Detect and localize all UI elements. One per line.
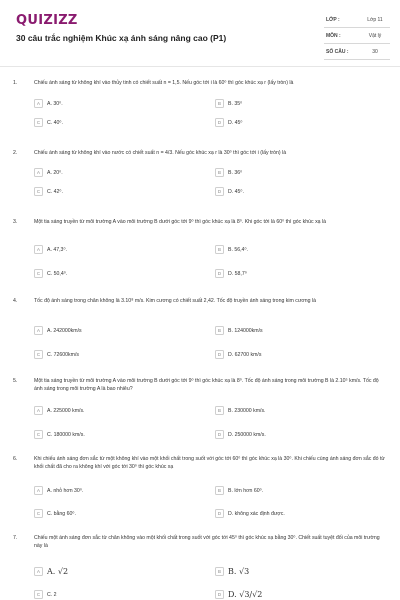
quizizz-logo: QUIZIZZ xyxy=(16,13,78,28)
option-badge: A xyxy=(34,406,43,415)
meta-table xyxy=(324,12,390,60)
option-c[interactable] xyxy=(34,186,63,197)
option-text: B. 124000km/s xyxy=(228,327,263,334)
option-a[interactable] xyxy=(34,167,63,178)
question-stem: Chiếu ánh sáng từ không khí vào thủy tinh có chiết suất n = 1,5. Nếu góc tới i là 60⁰ thì góc khúc xạ r (lấy tròn) là xyxy=(34,80,294,86)
meta-value: 30 xyxy=(372,48,378,55)
option-text: C. bằng 60⁰. xyxy=(47,510,76,517)
option-d[interactable] xyxy=(215,589,262,600)
option-c[interactable] xyxy=(34,117,63,128)
option-a[interactable] xyxy=(34,325,82,336)
option-b[interactable] xyxy=(215,485,263,496)
meta-row-subject xyxy=(324,28,390,44)
option-c[interactable] xyxy=(34,268,67,279)
option-text: D. không xác định được. xyxy=(228,510,285,517)
option-badge: C xyxy=(34,187,43,196)
option-text: A. nhỏ hơn 30⁰. xyxy=(47,487,84,494)
option-text: D. 45⁰ xyxy=(228,119,243,126)
option-badge: B xyxy=(215,406,224,415)
option-text: A. 225000 km/s. xyxy=(47,407,85,414)
option-text: B. 35⁰ xyxy=(228,100,243,107)
option-badge: C xyxy=(34,118,43,127)
option-badge: A xyxy=(34,168,43,177)
question-stem: Chiếu một ánh sáng đơn sắc từ chân không vào một khối chất trong suốt với góc tới 45⁰ thì góc khúc xạ bằng 30⁰. Chiết suất tuyệt đối của môi trường này là xyxy=(34,535,380,549)
option-text: B. 56,4⁰. xyxy=(228,246,248,253)
option-d[interactable] xyxy=(215,186,244,197)
option-d[interactable] xyxy=(215,349,261,360)
option-d[interactable] xyxy=(215,117,242,128)
option-badge: C xyxy=(34,590,43,599)
option-badge: A xyxy=(34,326,43,335)
option-text: A. √2 xyxy=(47,567,69,576)
option-d[interactable] xyxy=(215,508,285,519)
option-text: D. √3/√2 xyxy=(228,590,263,599)
option-text: C. 180000 km/s. xyxy=(47,431,85,438)
question-number: 1. xyxy=(13,80,18,86)
option-b[interactable] xyxy=(215,98,242,109)
option-badge: C xyxy=(34,509,43,518)
meta-key: MÔN : xyxy=(326,32,341,39)
option-text: A. 242000km/s xyxy=(47,327,82,334)
option-b[interactable] xyxy=(215,167,242,178)
option-badge: B xyxy=(215,99,224,108)
worksheet-header xyxy=(0,0,400,66)
option-a[interactable] xyxy=(34,98,63,109)
option-badge: D xyxy=(215,118,224,127)
question-number: 5. xyxy=(13,378,18,384)
option-text: C. 50,4⁰. xyxy=(47,270,68,277)
option-text: C. 2 xyxy=(47,591,57,598)
option-badge: B xyxy=(215,168,224,177)
option-b[interactable] xyxy=(215,325,263,336)
option-text: D. 58,7⁰ xyxy=(228,270,247,277)
option-a[interactable] xyxy=(34,566,68,577)
option-a[interactable] xyxy=(34,485,83,496)
question-number: 6. xyxy=(13,456,18,462)
option-badge: D xyxy=(215,509,224,518)
option-badge: D xyxy=(215,187,224,196)
option-b[interactable] xyxy=(215,405,266,416)
option-badge: D xyxy=(215,350,224,359)
option-badge: B xyxy=(215,486,224,495)
meta-key: SỐ CÂU : xyxy=(326,48,349,55)
meta-value: Vật lý xyxy=(368,32,382,39)
option-badge: D xyxy=(215,269,224,278)
option-text: C. 72600km/s xyxy=(47,351,80,358)
option-text: D. 45⁰. xyxy=(228,188,244,195)
option-badge: A xyxy=(34,567,43,576)
option-text: D. 250000 km/s. xyxy=(228,431,266,438)
option-text: B. lớn hơn 60⁰. xyxy=(228,487,264,494)
option-c[interactable] xyxy=(34,508,76,519)
question-stem: Một tia sáng truyền từ môi trường A vào môi trường B dưới góc tới 9⁰ thì góc khúc xạ là 8⁰. Khi góc tới là 60⁰ thì góc khúc xạ là xyxy=(34,219,327,225)
option-text: B. √3 xyxy=(228,567,250,576)
option-badge: B xyxy=(215,326,224,335)
option-c[interactable] xyxy=(34,429,85,440)
option-badge: C xyxy=(34,269,43,278)
question-stem: Khi chiếu ánh sáng đơn sắc từ một không khí vào một khối chất trong suốt với góc tới 60⁰ thì góc khúc xạ là 30⁰. Khi chiếu cùng ánh sáng đơn sắc đó từ khối chất đã cho ra không khí với góc tới 30⁰ thì góc khúc xạ xyxy=(34,456,385,470)
option-c[interactable] xyxy=(34,589,57,600)
option-badge: D xyxy=(215,590,224,599)
question-stem: Một tia sáng truyền từ môi trường A vào môi trường B dưới góc tới 9⁰ thì góc khúc xạ là 8⁰. Tốc độ ánh sáng trong môi trường B là 2.10⁵ km/s. Tốc độ ánh sáng trong môi trường A là bao nhiêu? xyxy=(34,378,379,392)
option-c[interactable] xyxy=(34,349,79,360)
question-number: 4. xyxy=(13,298,18,304)
meta-value: Lớp 11 xyxy=(367,16,383,23)
question-number: 3. xyxy=(13,219,18,225)
option-text: B. 36⁰ xyxy=(228,169,243,176)
header-divider xyxy=(0,66,400,67)
question-number: 7. xyxy=(13,535,18,541)
option-a[interactable] xyxy=(34,244,67,255)
option-a[interactable] xyxy=(34,405,85,416)
meta-key: LỚP : xyxy=(326,16,340,23)
option-text: D. 62700 km/s xyxy=(228,351,262,358)
option-text: C. 42⁰. xyxy=(47,188,63,195)
option-badge: B xyxy=(215,245,224,254)
meta-row-count xyxy=(324,44,390,60)
option-d[interactable] xyxy=(215,268,247,279)
option-text: B. 230000 km/s. xyxy=(228,407,266,414)
option-badge: A xyxy=(34,486,43,495)
option-badge: C xyxy=(34,350,43,359)
option-b[interactable] xyxy=(215,566,249,577)
worksheet-title: 30 câu trắc nghiệm Khúc xạ ánh sáng nâng cao (P1) xyxy=(16,33,227,43)
option-badge: D xyxy=(215,430,224,439)
option-b[interactable] xyxy=(215,244,248,255)
option-text: A. 30⁰. xyxy=(47,100,63,107)
meta-row-class xyxy=(324,12,390,28)
option-badge: A xyxy=(34,245,43,254)
question-stem: Chiếu ánh sáng từ không khí vào nước có chiết suất n = 4/3. Nếu góc khúc xạ r là 30⁰ thì góc tới i (lấy tròn) là xyxy=(34,150,287,156)
option-badge: B xyxy=(215,567,224,576)
question-number: 2. xyxy=(13,150,18,156)
option-d[interactable] xyxy=(215,429,266,440)
option-badge: C xyxy=(34,430,43,439)
option-text: A. 47,3⁰. xyxy=(47,246,67,253)
option-text: C. 40⁰. xyxy=(47,119,63,126)
option-text: A. 20⁰. xyxy=(47,169,63,176)
option-badge: A xyxy=(34,99,43,108)
question-stem: Tốc độ ánh sáng trong chân không là 3.10⁸ m/s. Kim cương có chiết suất 2,42. Tốc độ truyền ánh sáng trong kim cương là xyxy=(34,298,317,304)
